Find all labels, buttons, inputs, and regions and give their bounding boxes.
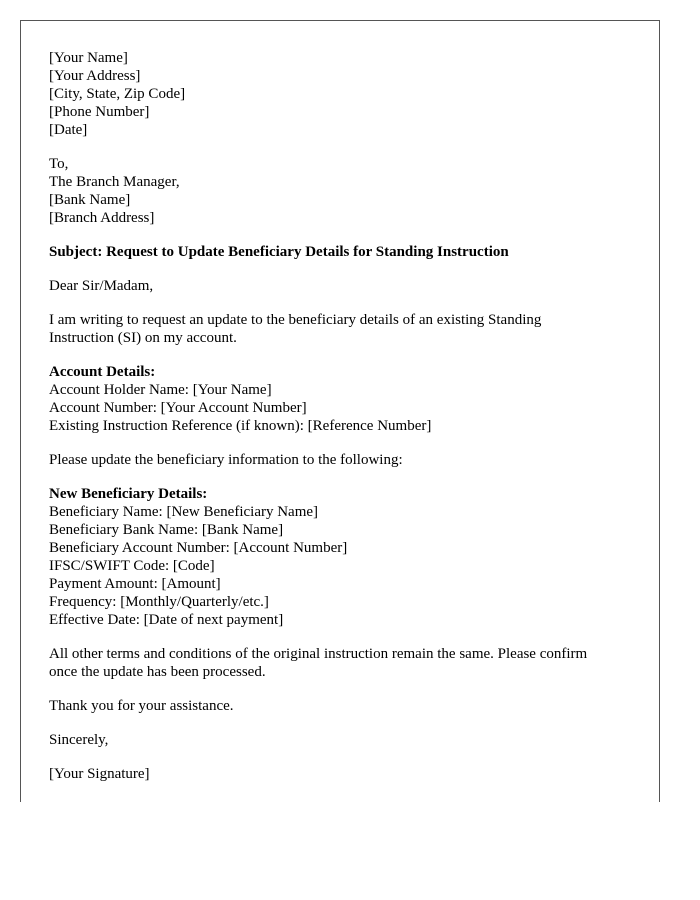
new-beneficiary-heading: New Beneficiary Details: [49,486,208,502]
letter-body [49,49,639,783]
sender-phone: [Phone Number] [49,104,150,120]
thanks-line: Thank you for your assistance. [49,698,234,714]
closing-line: once the update has been processed. [49,664,266,680]
sender-block [49,49,639,139]
letter-date: [Date] [49,122,88,138]
effective-date: Effective Date: [Date of next payment] [49,612,284,628]
sign-off: Sincerely, [49,732,109,748]
sender-name: [Your Name] [49,50,128,66]
sender-city-state-zip: [City, State, Zip Code] [49,86,186,102]
account-details-heading: Account Details: [49,364,156,380]
closing-line: All other terms and conditions of the original instruction remain the same. Please confirm [49,646,588,662]
letter-page [20,20,660,802]
payment-amount: Payment Amount: [Amount] [49,576,221,592]
payment-frequency: Frequency: [Monthly/Quarterly/etc.] [49,594,269,610]
beneficiary-bank-name: Beneficiary Bank Name: [Bank Name] [49,522,284,538]
closing-paragraph [49,645,639,681]
account-holder-name: Account Holder Name: [Your Name] [49,382,272,398]
intro-paragraph [49,311,639,347]
subject-line: Subject: Request to Update Beneficiary Details for Standing Instruction [49,244,509,260]
beneficiary-account-number: Beneficiary Account Number: [Account Number] [49,540,348,556]
recipient-branch-address: [Branch Address] [49,210,155,226]
recipient-title: The Branch Manager, [49,174,180,190]
instruction-reference: Existing Instruction Reference (if known): [Reference Number] [49,418,432,434]
intro-line: I am writing to request an update to the beneficiary details of an existing Standing [49,312,542,328]
ifsc-swift-code: IFSC/SWIFT Code: [Code] [49,558,215,574]
recipient-block [49,155,639,227]
update-request-text: Please update the beneficiary information to the following: [49,452,403,468]
recipient-bank-name: [Bank Name] [49,192,131,208]
beneficiary-name: Beneficiary Name: [New Beneficiary Name] [49,504,319,520]
account-number: Account Number: [Your Account Number] [49,400,307,416]
account-details-section [49,363,639,435]
salutation: Dear Sir/Madam, [49,278,154,294]
recipient-to: To, [49,156,69,172]
signature-placeholder: [Your Signature] [49,766,150,782]
intro-line: Instruction (SI) on my account. [49,330,237,346]
sender-address: [Your Address] [49,68,141,84]
new-beneficiary-section [49,485,639,629]
